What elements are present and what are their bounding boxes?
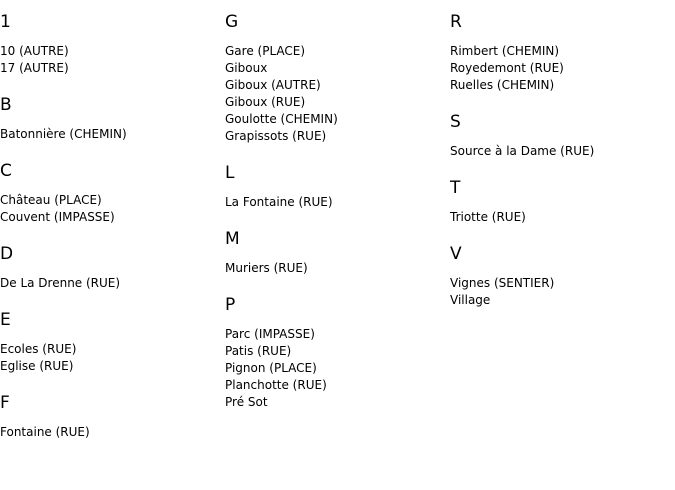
letter-group xyxy=(225,294,445,411)
street-link[interactable]: Batonnière (CHEMIN) xyxy=(0,127,127,141)
letter-group xyxy=(450,111,670,160)
street-list xyxy=(0,424,220,441)
letter-group xyxy=(450,11,670,94)
street-link[interactable]: Giboux (RUE) xyxy=(225,95,306,109)
street-link[interactable]: 17 (AUTRE) xyxy=(0,61,69,75)
street-item xyxy=(225,360,445,377)
street-list xyxy=(225,326,445,411)
letter-heading: L xyxy=(225,163,235,183)
street-list xyxy=(0,126,220,143)
letter-heading: V xyxy=(450,244,462,264)
letter-heading: E xyxy=(0,310,11,330)
street-link[interactable]: Planchotte (RUE) xyxy=(225,378,327,392)
letter-heading: F xyxy=(0,393,10,413)
street-list xyxy=(450,275,670,309)
street-link[interactable]: Rimbert (CHEMIN) xyxy=(450,44,560,58)
street-link[interactable]: Royedemont (RUE) xyxy=(450,61,564,75)
letter-heading: S xyxy=(450,112,461,132)
letter-group xyxy=(225,228,445,277)
street-link[interactable]: Château (PLACE) xyxy=(0,193,102,207)
street-item xyxy=(225,94,445,111)
street-link[interactable]: 10 (AUTRE) xyxy=(0,44,69,58)
street-link[interactable]: La Fontaine (RUE) xyxy=(225,195,333,209)
street-item xyxy=(450,60,670,77)
street-link[interactable]: Vignes (SENTIER) xyxy=(450,276,555,290)
letter-heading: T xyxy=(450,178,461,198)
street-list xyxy=(0,43,220,77)
street-item xyxy=(225,43,445,60)
letter-heading: P xyxy=(225,295,236,315)
street-item xyxy=(225,128,445,145)
street-link[interactable]: Village xyxy=(450,293,491,307)
letter-group xyxy=(0,309,220,375)
street-link[interactable]: Ecoles (RUE) xyxy=(0,342,77,356)
street-item xyxy=(225,343,445,360)
letter-heading: C xyxy=(0,161,12,181)
letter-group xyxy=(225,162,445,211)
street-item xyxy=(0,192,220,209)
street-link[interactable]: Parc (IMPASSE) xyxy=(225,327,315,341)
street-link[interactable]: Patis (RUE) xyxy=(225,344,292,358)
street-link[interactable]: Couvent (IMPASSE) xyxy=(0,210,115,224)
street-item xyxy=(225,77,445,94)
street-list xyxy=(450,209,670,226)
street-item xyxy=(225,260,445,277)
street-list xyxy=(225,194,445,211)
street-item xyxy=(225,60,445,77)
letter-group xyxy=(0,160,220,226)
letter-heading: G xyxy=(225,12,239,32)
street-item xyxy=(0,126,220,143)
letter-group xyxy=(0,11,220,77)
letter-heading: M xyxy=(225,229,240,249)
street-item xyxy=(450,43,670,60)
street-list xyxy=(0,275,220,292)
street-link[interactable]: Pré Sot xyxy=(225,395,268,409)
street-link[interactable]: Pignon (PLACE) xyxy=(225,361,317,375)
letter-group xyxy=(0,94,220,143)
letter-group xyxy=(0,243,220,292)
street-link[interactable]: Giboux (AUTRE) xyxy=(225,78,321,92)
index-column xyxy=(225,11,445,428)
street-list xyxy=(0,192,220,226)
street-link[interactable]: Eglise (RUE) xyxy=(0,359,74,373)
street-item xyxy=(450,209,670,226)
street-list xyxy=(450,43,670,94)
street-list xyxy=(450,143,670,160)
street-link[interactable]: Goulotte (CHEMIN) xyxy=(225,112,338,126)
street-list xyxy=(0,341,220,375)
street-item xyxy=(0,209,220,226)
street-item xyxy=(0,43,220,60)
street-item xyxy=(450,143,670,160)
street-item xyxy=(225,377,445,394)
letter-group xyxy=(225,11,445,145)
street-item xyxy=(0,424,220,441)
street-link[interactable]: Triotte (RUE) xyxy=(450,210,526,224)
street-item xyxy=(450,292,670,309)
letter-heading: R xyxy=(450,12,462,32)
letter-heading: B xyxy=(0,95,12,115)
street-link[interactable]: Ruelles (CHEMIN) xyxy=(450,78,555,92)
letter-group xyxy=(450,177,670,226)
street-link[interactable]: Fontaine (RUE) xyxy=(0,425,90,439)
letter-group xyxy=(0,392,220,441)
letter-group xyxy=(450,243,670,309)
street-link[interactable]: Gare (PLACE) xyxy=(225,44,306,58)
street-link[interactable]: Muriers (RUE) xyxy=(225,261,308,275)
street-item xyxy=(225,111,445,128)
street-link[interactable]: Source à la Dame (RUE) xyxy=(450,144,595,158)
street-item xyxy=(225,394,445,411)
street-item xyxy=(0,275,220,292)
street-item xyxy=(0,358,220,375)
street-link[interactable]: Grapissots (RUE) xyxy=(225,129,327,143)
street-list xyxy=(225,260,445,277)
street-link[interactable]: Giboux xyxy=(225,61,268,75)
index-column xyxy=(0,11,220,458)
street-list xyxy=(225,43,445,145)
street-item xyxy=(225,326,445,343)
street-link[interactable]: De La Drenne (RUE) xyxy=(0,276,121,290)
index-column xyxy=(450,11,670,326)
street-item xyxy=(0,341,220,358)
street-item xyxy=(225,194,445,211)
street-item xyxy=(450,77,670,94)
street-item xyxy=(450,275,670,292)
street-item xyxy=(0,60,220,77)
letter-heading: D xyxy=(0,244,14,264)
letter-heading: 1 xyxy=(0,12,11,32)
